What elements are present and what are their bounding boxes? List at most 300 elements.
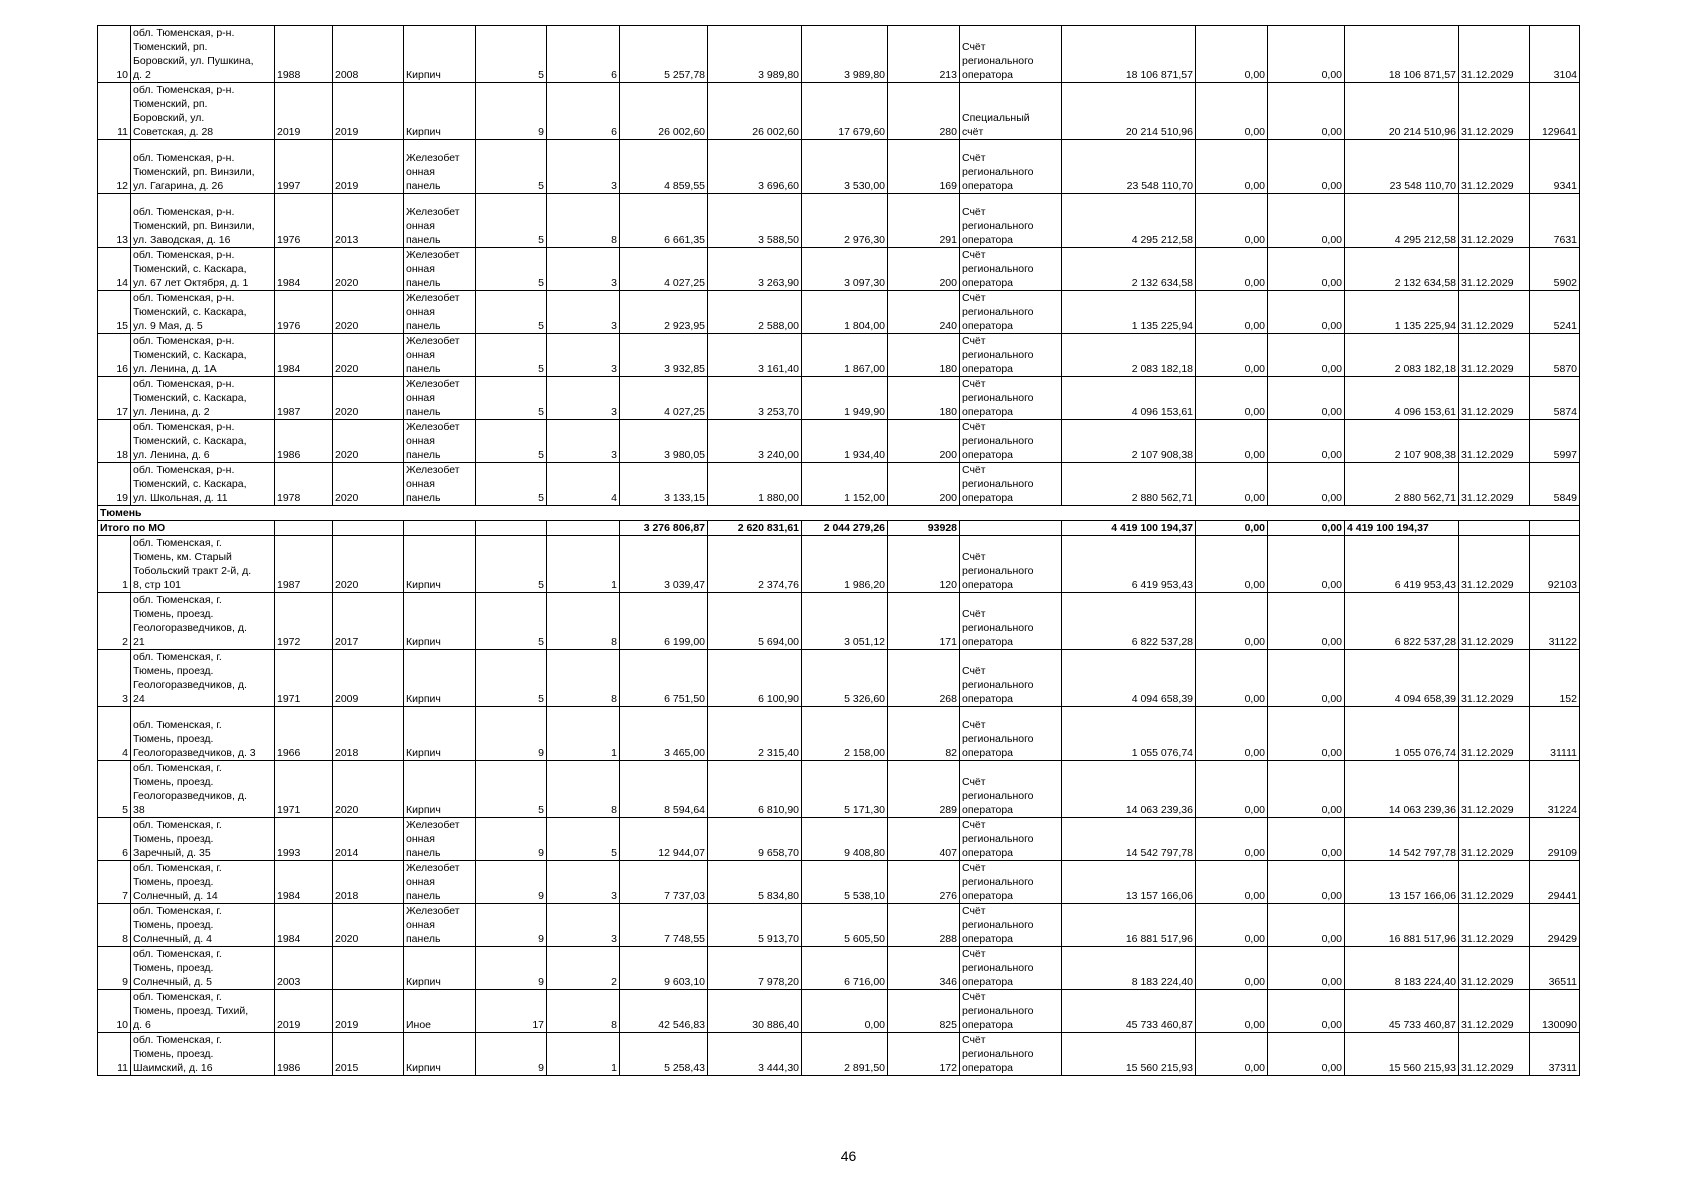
fund-method-cell: Счёт регионального оператора (960, 593, 1062, 650)
row-number: 18 (98, 420, 131, 463)
date-cell: 31.12.2029 (1459, 990, 1530, 1033)
year-repair-cell: 2014 (333, 818, 404, 861)
residents-cell: 240 (888, 291, 960, 334)
entrances-cell: 3 (547, 377, 620, 420)
row-number: 13 (98, 194, 131, 248)
floors-cell: 9 (476, 818, 547, 861)
area-residential-cell: 3 989,80 (802, 26, 888, 83)
area-total-cell: 4 859,55 (620, 140, 708, 194)
fund-b-cell: 0,00 (1268, 26, 1345, 83)
year-repair-cell: 2020 (333, 377, 404, 420)
area-total-cell: 6 751,50 (620, 650, 708, 707)
fund-b-cell: 0,00 (1268, 536, 1345, 593)
entrances-cell: 2 (547, 947, 620, 990)
area-residential-cell: 1 804,00 (802, 291, 888, 334)
floors-cell: 5 (476, 536, 547, 593)
date-cell: 31.12.2029 (1459, 1033, 1530, 1076)
section-title-row (98, 506, 1580, 521)
date-cell: 31.12.2029 (1459, 463, 1530, 506)
area-residential-cell: 1 934,40 (802, 420, 888, 463)
table-row (98, 904, 1580, 947)
row-number: 9 (98, 947, 131, 990)
total-residents: 93928 (888, 521, 960, 536)
area-residential-cell: 9 408,80 (802, 818, 888, 861)
year-built-cell: 1978 (275, 463, 333, 506)
fund-a-cell: 0,00 (1196, 334, 1268, 377)
fund-b-cell: 0,00 (1268, 194, 1345, 248)
entrances-cell: 6 (547, 26, 620, 83)
fund-b-cell: 0,00 (1268, 420, 1345, 463)
year-repair-cell: 2009 (333, 650, 404, 707)
year-built-cell: 1986 (275, 420, 333, 463)
total-empty-cell (404, 521, 476, 536)
material-cell: Железобет онная панель (404, 291, 476, 334)
fund-b-cell: 0,00 (1268, 990, 1345, 1033)
cost-total-cell: 2 880 562,71 (1062, 463, 1196, 506)
fund-b-cell: 0,00 (1268, 761, 1345, 818)
fund-b-cell: 0,00 (1268, 650, 1345, 707)
fund-b-cell: 0,00 (1268, 291, 1345, 334)
year-built-cell: 1997 (275, 140, 333, 194)
row-number: 3 (98, 650, 131, 707)
floors-cell: 5 (476, 140, 547, 194)
fund-method-cell: Счёт регионального оператора (960, 194, 1062, 248)
floors-cell: 9 (476, 83, 547, 140)
fund-method-cell: Счёт регионального оператора (960, 334, 1062, 377)
entrances-cell: 6 (547, 83, 620, 140)
date-cell: 31.12.2029 (1459, 593, 1530, 650)
year-repair-cell: 2020 (333, 463, 404, 506)
residents-cell: 169 (888, 140, 960, 194)
total-area-premises: 2 620 831,61 (708, 521, 802, 536)
cost-net-cell: 16 881 517,96 (1345, 904, 1459, 947)
fund-a-cell: 0,00 (1196, 593, 1268, 650)
year-repair-cell: 2019 (333, 990, 404, 1033)
floors-cell: 5 (476, 593, 547, 650)
material-cell: Железобет онная панель (404, 194, 476, 248)
fund-b-cell: 0,00 (1268, 463, 1345, 506)
code-cell: 130090 (1530, 990, 1580, 1033)
row-number: 11 (98, 1033, 131, 1076)
date-cell: 31.12.2029 (1459, 707, 1530, 761)
residents-cell: 200 (888, 420, 960, 463)
address-cell: обл. Тюменская, р-н. Тюменский, с. Каскара, ул. 67 лет Октября, д. 1 (131, 248, 275, 291)
material-cell: Железобет онная панель (404, 463, 476, 506)
year-built-cell: 2019 (275, 83, 333, 140)
floors-cell: 9 (476, 947, 547, 990)
floors-cell: 5 (476, 194, 547, 248)
address-cell: обл. Тюменская, р-н. Тюменский, рп. Боровский, ул. Советская, д. 28 (131, 83, 275, 140)
entrances-cell: 1 (547, 707, 620, 761)
address-cell: обл. Тюменская, г. Тюмень, проезд. Геологоразведчиков, д. 38 (131, 761, 275, 818)
total-empty-cell (960, 521, 1062, 536)
address-cell: обл. Тюменская, г. Тюмень, проезд. Солнечный, д. 14 (131, 861, 275, 904)
code-cell: 5874 (1530, 377, 1580, 420)
year-repair-cell: 2017 (333, 593, 404, 650)
fund-a-cell: 0,00 (1196, 707, 1268, 761)
address-cell: обл. Тюменская, р-н. Тюменский, с. Каскара, ул. Ленина, д. 1А (131, 334, 275, 377)
area-total-cell: 42 546,83 (620, 990, 708, 1033)
fund-a-cell: 0,00 (1196, 947, 1268, 990)
area-premises-cell: 3 696,60 (708, 140, 802, 194)
cost-net-cell: 20 214 510,96 (1345, 83, 1459, 140)
row-number: 10 (98, 990, 131, 1033)
material-cell: Кирпич (404, 26, 476, 83)
year-repair-cell: 2020 (333, 904, 404, 947)
floors-cell: 5 (476, 761, 547, 818)
floors-cell: 5 (476, 650, 547, 707)
cost-net-cell: 2 083 182,18 (1345, 334, 1459, 377)
residents-cell: 407 (888, 818, 960, 861)
row-number: 14 (98, 248, 131, 291)
fund-a-cell: 0,00 (1196, 140, 1268, 194)
address-cell: обл. Тюменская, р-н. Тюменский, рп. Винзили, ул. Заводская, д. 16 (131, 194, 275, 248)
cost-total-cell: 1 055 076,74 (1062, 707, 1196, 761)
code-cell: 31224 (1530, 761, 1580, 818)
year-built-cell: 2003 (275, 947, 333, 990)
entrances-cell: 8 (547, 194, 620, 248)
code-cell: 31122 (1530, 593, 1580, 650)
cost-net-cell: 4 096 153,61 (1345, 377, 1459, 420)
address-cell: обл. Тюменская, г. Тюмень, км. Старый Тобольский тракт 2-й, д. 8, стр 101 (131, 536, 275, 593)
area-residential-cell: 1 867,00 (802, 334, 888, 377)
fund-a-cell: 0,00 (1196, 761, 1268, 818)
date-cell: 31.12.2029 (1459, 291, 1530, 334)
fund-method-cell: Счёт регионального оператора (960, 761, 1062, 818)
section-title: Тюмень (98, 506, 1580, 521)
area-premises-cell: 1 880,00 (708, 463, 802, 506)
year-repair-cell: 2020 (333, 761, 404, 818)
table-row (98, 947, 1580, 990)
area-premises-cell: 6 100,90 (708, 650, 802, 707)
area-premises-cell: 2 588,00 (708, 291, 802, 334)
row-number: 6 (98, 818, 131, 861)
material-cell: Железобет онная панель (404, 248, 476, 291)
material-cell: Железобет онная панель (404, 140, 476, 194)
area-residential-cell: 2 976,30 (802, 194, 888, 248)
row-number: 12 (98, 140, 131, 194)
area-residential-cell: 6 716,00 (802, 947, 888, 990)
cost-total-cell: 2 107 908,38 (1062, 420, 1196, 463)
area-premises-cell: 7 978,20 (708, 947, 802, 990)
residents-cell: 200 (888, 248, 960, 291)
table-row (98, 83, 1580, 140)
row-number: 4 (98, 707, 131, 761)
address-cell: обл. Тюменская, г. Тюмень, проезд. Геологоразведчиков, д. 3 (131, 707, 275, 761)
fund-method-cell: Счёт регионального оператора (960, 463, 1062, 506)
cost-net-cell: 14 542 797,78 (1345, 818, 1459, 861)
code-cell: 5241 (1530, 291, 1580, 334)
total-fund-b: 0,00 (1268, 521, 1345, 536)
row-number: 1 (98, 536, 131, 593)
fund-b-cell: 0,00 (1268, 593, 1345, 650)
floors-cell: 5 (476, 463, 547, 506)
area-premises-cell: 30 886,40 (708, 990, 802, 1033)
fund-a-cell: 0,00 (1196, 861, 1268, 904)
fund-a-cell: 0,00 (1196, 291, 1268, 334)
residents-cell: 268 (888, 650, 960, 707)
year-repair-cell (333, 947, 404, 990)
residents-cell: 82 (888, 707, 960, 761)
fund-a-cell: 0,00 (1196, 377, 1268, 420)
total-empty-cell (476, 521, 547, 536)
entrances-cell: 3 (547, 334, 620, 377)
floors-cell: 5 (476, 377, 547, 420)
material-cell: Железобет онная панель (404, 334, 476, 377)
area-premises-cell: 26 002,60 (708, 83, 802, 140)
year-repair-cell: 2020 (333, 291, 404, 334)
date-cell: 31.12.2029 (1459, 420, 1530, 463)
row-number: 11 (98, 83, 131, 140)
year-built-cell: 1984 (275, 861, 333, 904)
material-cell: Кирпич (404, 83, 476, 140)
rows-before-section (98, 26, 1580, 506)
cost-total-cell: 23 548 110,70 (1062, 140, 1196, 194)
area-residential-cell: 1 152,00 (802, 463, 888, 506)
row-number: 7 (98, 861, 131, 904)
date-cell: 31.12.2029 (1459, 140, 1530, 194)
cost-net-cell: 2 880 562,71 (1345, 463, 1459, 506)
material-cell: Кирпич (404, 707, 476, 761)
area-premises-cell: 6 810,90 (708, 761, 802, 818)
material-cell: Железобет онная панель (404, 420, 476, 463)
fund-a-cell: 0,00 (1196, 904, 1268, 947)
total-fund-a: 0,00 (1196, 521, 1268, 536)
fund-a-cell: 0,00 (1196, 194, 1268, 248)
code-cell: 3104 (1530, 26, 1580, 83)
total-area-residential: 2 044 279,26 (802, 521, 888, 536)
entrances-cell: 4 (547, 463, 620, 506)
table-row (98, 650, 1580, 707)
residents-cell: 180 (888, 334, 960, 377)
fund-method-cell: Счёт регионального оператора (960, 140, 1062, 194)
total-row (98, 521, 1580, 536)
area-premises-cell: 5 834,80 (708, 861, 802, 904)
area-total-cell: 5 258,43 (620, 1033, 708, 1076)
code-cell: 36511 (1530, 947, 1580, 990)
total-empty-cell (275, 521, 333, 536)
material-cell: Железобет онная панель (404, 904, 476, 947)
fund-b-cell: 0,00 (1268, 707, 1345, 761)
residents-cell: 276 (888, 861, 960, 904)
address-cell: обл. Тюменская, р-н. Тюменский, рп. Боровский, ул. Пушкина, д. 2 (131, 26, 275, 83)
area-residential-cell: 17 679,60 (802, 83, 888, 140)
code-cell: 31111 (1530, 707, 1580, 761)
area-total-cell: 5 257,78 (620, 26, 708, 83)
fund-method-cell: Счёт регионального оператора (960, 707, 1062, 761)
housing-register-table (97, 25, 1580, 1076)
area-residential-cell: 3 097,30 (802, 248, 888, 291)
table-row (98, 818, 1580, 861)
year-built-cell: 1984 (275, 248, 333, 291)
year-repair-cell: 2020 (333, 334, 404, 377)
residents-cell: 825 (888, 990, 960, 1033)
entrances-cell: 8 (547, 650, 620, 707)
material-cell: Кирпич (404, 761, 476, 818)
cost-net-cell: 45 733 460,87 (1345, 990, 1459, 1033)
code-cell: 152 (1530, 650, 1580, 707)
residents-cell: 346 (888, 947, 960, 990)
cost-total-cell: 14 542 797,78 (1062, 818, 1196, 861)
cost-net-cell: 23 548 110,70 (1345, 140, 1459, 194)
area-premises-cell: 2 374,76 (708, 536, 802, 593)
material-cell: Кирпич (404, 947, 476, 990)
fund-method-cell: Счёт регионального оператора (960, 291, 1062, 334)
area-total-cell: 3 133,15 (620, 463, 708, 506)
fund-method-cell: Счёт регионального оператора (960, 990, 1062, 1033)
area-premises-cell: 3 161,40 (708, 334, 802, 377)
cost-net-cell: 13 157 166,06 (1345, 861, 1459, 904)
cost-total-cell: 16 881 517,96 (1062, 904, 1196, 947)
cost-total-cell: 4 295 212,58 (1062, 194, 1196, 248)
fund-method-cell: Счёт регионального оператора (960, 861, 1062, 904)
year-repair-cell: 2020 (333, 536, 404, 593)
material-cell: Железобет онная панель (404, 818, 476, 861)
floors-cell: 5 (476, 291, 547, 334)
fund-method-cell: Счёт регионального оператора (960, 248, 1062, 291)
year-repair-cell: 2018 (333, 707, 404, 761)
fund-a-cell: 0,00 (1196, 1033, 1268, 1076)
area-residential-cell: 1 986,20 (802, 536, 888, 593)
rows-after-section (98, 536, 1580, 1076)
address-cell: обл. Тюменская, г. Тюмень, проезд. Солнечный, д. 5 (131, 947, 275, 990)
floors-cell: 5 (476, 420, 547, 463)
cost-net-cell: 4 094 658,39 (1345, 650, 1459, 707)
date-cell: 31.12.2029 (1459, 947, 1530, 990)
cost-total-cell: 6 822 537,28 (1062, 593, 1196, 650)
area-total-cell: 9 603,10 (620, 947, 708, 990)
fund-a-cell: 0,00 (1196, 536, 1268, 593)
area-total-cell: 7 748,55 (620, 904, 708, 947)
year-built-cell: 1966 (275, 707, 333, 761)
row-number: 10 (98, 26, 131, 83)
date-cell: 31.12.2029 (1459, 194, 1530, 248)
page-number: 46 (840, 1148, 857, 1164)
fund-a-cell: 0,00 (1196, 420, 1268, 463)
fund-b-cell: 0,00 (1268, 140, 1345, 194)
date-cell: 31.12.2029 (1459, 26, 1530, 83)
row-number: 15 (98, 291, 131, 334)
row-number: 16 (98, 334, 131, 377)
area-premises-cell: 5 694,00 (708, 593, 802, 650)
fund-b-cell: 0,00 (1268, 904, 1345, 947)
table-row (98, 377, 1580, 420)
residents-cell: 289 (888, 761, 960, 818)
area-total-cell: 3 039,47 (620, 536, 708, 593)
material-cell: Иное (404, 990, 476, 1033)
entrances-cell: 3 (547, 248, 620, 291)
table-row (98, 291, 1580, 334)
residents-cell: 172 (888, 1033, 960, 1076)
row-number: 5 (98, 761, 131, 818)
area-residential-cell: 5 326,60 (802, 650, 888, 707)
year-repair-cell: 2019 (333, 83, 404, 140)
material-cell: Железобет онная панель (404, 861, 476, 904)
area-premises-cell: 3 263,90 (708, 248, 802, 291)
total-area-total: 3 276 806,87 (620, 521, 708, 536)
floors-cell: 5 (476, 334, 547, 377)
address-cell: обл. Тюменская, р-н. Тюменский, с. Каскара, ул. Ленина, д. 6 (131, 420, 275, 463)
entrances-cell: 8 (547, 990, 620, 1033)
total-empty-cell (333, 521, 404, 536)
residents-cell: 171 (888, 593, 960, 650)
fund-method-cell: Счёт регионального оператора (960, 26, 1062, 83)
address-cell: обл. Тюменская, р-н. Тюменский, с. Каскара, ул. 9 Мая, д. 5 (131, 291, 275, 334)
area-total-cell: 26 002,60 (620, 83, 708, 140)
fund-method-cell: Счёт регионального оператора (960, 947, 1062, 990)
year-built-cell: 1972 (275, 593, 333, 650)
fund-a-cell: 0,00 (1196, 83, 1268, 140)
area-residential-cell: 5 538,10 (802, 861, 888, 904)
residents-cell: 180 (888, 377, 960, 420)
floors-cell: 9 (476, 707, 547, 761)
address-cell: обл. Тюменская, г. Тюмень, проезд. Тихий, д. 6 (131, 990, 275, 1033)
year-built-cell: 1976 (275, 194, 333, 248)
residents-cell: 280 (888, 83, 960, 140)
date-cell: 31.12.2029 (1459, 536, 1530, 593)
cost-net-cell: 1 135 225,94 (1345, 291, 1459, 334)
area-total-cell: 6 661,35 (620, 194, 708, 248)
year-built-cell: 1986 (275, 1033, 333, 1076)
total-label: Итого по МО (98, 521, 275, 536)
fund-b-cell: 0,00 (1268, 377, 1345, 420)
cost-net-cell: 14 063 239,36 (1345, 761, 1459, 818)
table-row (98, 194, 1580, 248)
code-cell: 92103 (1530, 536, 1580, 593)
year-repair-cell: 2013 (333, 194, 404, 248)
year-repair-cell: 2018 (333, 861, 404, 904)
area-total-cell: 4 027,25 (620, 248, 708, 291)
date-cell: 31.12.2029 (1459, 861, 1530, 904)
cost-total-cell: 1 135 225,94 (1062, 291, 1196, 334)
year-repair-cell: 2020 (333, 248, 404, 291)
entrances-cell: 8 (547, 593, 620, 650)
table-row (98, 420, 1580, 463)
floors-cell: 5 (476, 26, 547, 83)
address-cell: обл. Тюменская, г. Тюмень, проезд. Геологоразведчиков, д. 24 (131, 650, 275, 707)
entrances-cell: 1 (547, 1033, 620, 1076)
floors-cell: 9 (476, 1033, 547, 1076)
address-cell: обл. Тюменская, р-н. Тюменский, с. Каскара, ул. Ленина, д. 2 (131, 377, 275, 420)
fund-method-cell: Специальный счёт (960, 83, 1062, 140)
fund-a-cell: 0,00 (1196, 990, 1268, 1033)
row-number: 17 (98, 377, 131, 420)
date-cell: 31.12.2029 (1459, 377, 1530, 420)
area-premises-cell: 9 658,70 (708, 818, 802, 861)
cost-net-cell: 18 106 871,57 (1345, 26, 1459, 83)
area-residential-cell: 2 891,50 (802, 1033, 888, 1076)
fund-method-cell: Счёт регионального оператора (960, 818, 1062, 861)
address-cell: обл. Тюменская, р-н. Тюменский, с. Каскара, ул. Школьная, д. 11 (131, 463, 275, 506)
fund-b-cell: 0,00 (1268, 1033, 1345, 1076)
entrances-cell: 1 (547, 536, 620, 593)
address-cell: обл. Тюменская, г. Тюмень, проезд. Шаимский, д. 16 (131, 1033, 275, 1076)
fund-method-cell: Счёт регионального оператора (960, 536, 1062, 593)
date-cell: 31.12.2029 (1459, 650, 1530, 707)
table-row (98, 140, 1580, 194)
row-number: 2 (98, 593, 131, 650)
cost-net-cell: 15 560 215,93 (1345, 1033, 1459, 1076)
fund-a-cell: 0,00 (1196, 463, 1268, 506)
address-cell: обл. Тюменская, г. Тюмень, проезд. Заречный, д. 35 (131, 818, 275, 861)
area-total-cell: 6 199,00 (620, 593, 708, 650)
fund-b-cell: 0,00 (1268, 947, 1345, 990)
residents-cell: 213 (888, 26, 960, 83)
table-row (98, 248, 1580, 291)
table-row (98, 990, 1580, 1033)
entrances-cell: 3 (547, 291, 620, 334)
cost-total-cell: 8 183 224,40 (1062, 947, 1196, 990)
